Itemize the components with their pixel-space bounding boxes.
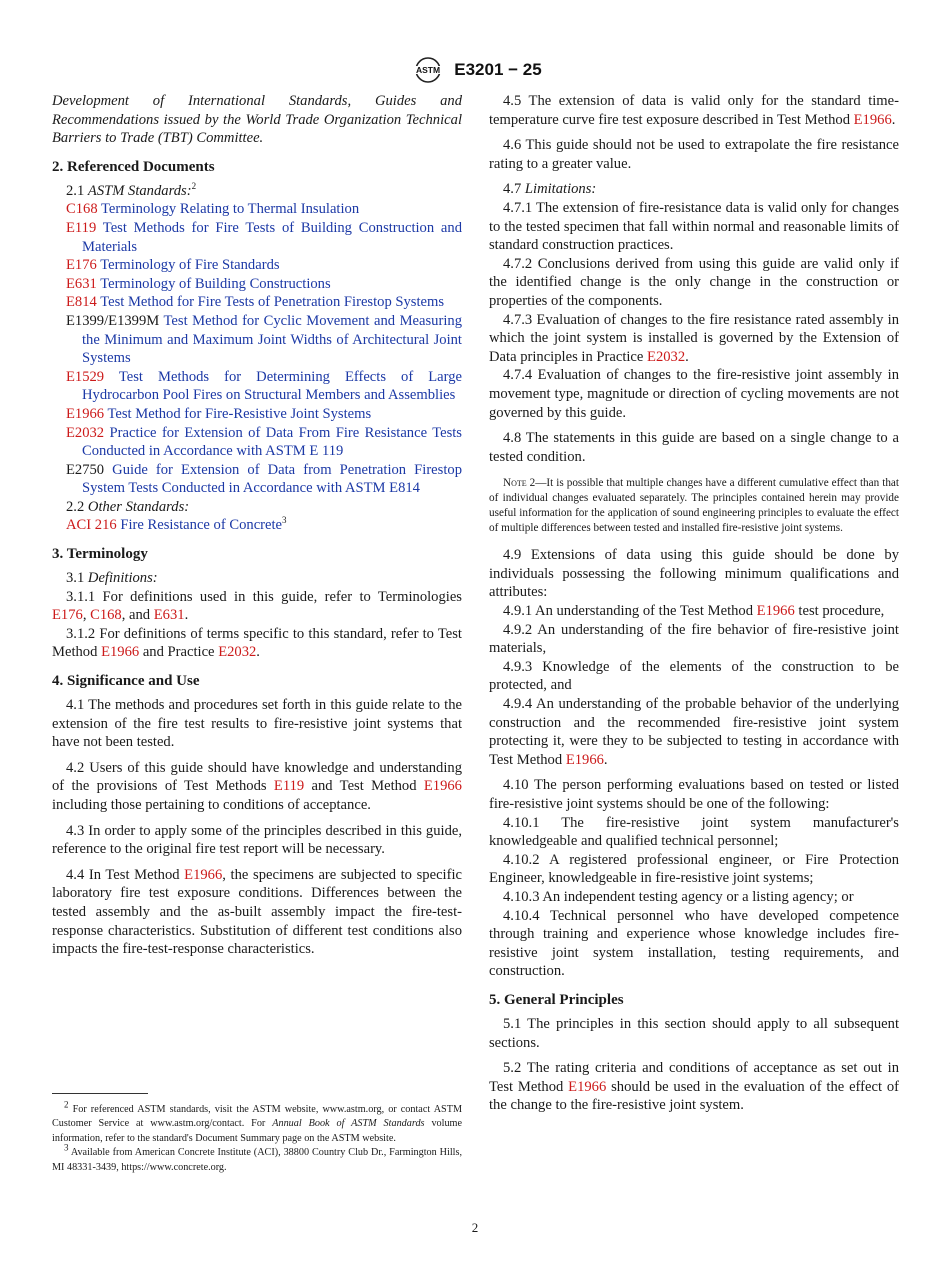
paragraph-4-10: 4.10 The person performing evaluations based on tested or listed fire-resistive joint systems should be one of the following:: [489, 777, 899, 812]
reference-item[interactable]: E2032 Practice for Extension of Data From Fire Resistance Tests Conducted in Accordance with ASTM E 119: [66, 424, 462, 460]
other-standards-label: 2.2 Other Standards:: [66, 498, 190, 515]
link-e1966[interactable]: E1966: [101, 644, 140, 661]
astm-logo-text: ASTM: [416, 65, 441, 75]
paragraph-3-1-2: 3.1.2 For definitions of terms specific to this standard, refer to Test Method E1966 and Practice E2032.: [52, 625, 462, 661]
link-e1966[interactable]: E1966: [568, 1078, 607, 1095]
section-5-heading: 5. General Principles: [489, 991, 624, 1008]
footnote-3: $^3$ Available from American Concrete Institute (ACI), 38800 Country Club Dr., Farmington Hills, MI 48331-3439, https://www.concrete.org.: [52, 1142, 462, 1173]
paragraph-4-9-3: 4.9.3 Knowledge of the elements of the construction to be protected, and: [489, 658, 899, 694]
paragraph-4-6: 4.6 This guide should not be used to extrapolate the fire resistance rating to a greater value.: [489, 137, 899, 172]
reference-item[interactable]: E814 Test Method for Fire Tests of Penetration Firestop Systems: [66, 294, 445, 311]
reference-item[interactable]: E1529 Test Methods for Determining Effects of Large Hydrocarbon Pool Fires on Structural Members and Assemblies: [66, 368, 462, 404]
link-c168[interactable]: C168: [90, 607, 122, 624]
paragraph-4-9-4: 4.9.4 An understanding of the probable behavior of the underlying construction and the recommended fire-resistive joint system protecting it, were they to be subjected to testing in accordance with Test Method E1966.: [489, 696, 899, 768]
designation: E3201 − 25: [454, 60, 542, 79]
definitions-label: 3.1 Definitions:: [66, 570, 158, 587]
page-header: [0, 56, 950, 84]
reference-item[interactable]: E1399/E1399M Test Method for Cyclic Movement and Measuring the Minimum and Maximum Joint Widths of Architectural Joint Systems: [66, 312, 462, 367]
link-e1966[interactable]: E1966: [853, 111, 892, 128]
footnote-2: $^2$ For referenced ASTM standards, visit the ASTM website, www.astm.org, or contact ASTM Customer Service at www.astm.org/contact. For Annual Book of ASTM Standards volume information, refer to the standard's Document Summary page on the ASTM website.: [52, 1099, 463, 1144]
paragraph-4-2: 4.2 Users of this guide should have knowledge and understanding of the provisions of Test Methods E119 and Test Method E1966 including those pertaining to conditions of acceptance.: [52, 759, 462, 813]
paragraph-4-5: 4.5 The extension of data is valid only for the standard time-temperature curve fire test exposure described in Test Method E1966.: [489, 93, 899, 128]
paragraph-4-8: 4.8 The statements in this guide are based on a single change to a tested condition.: [489, 430, 899, 465]
link-e2032[interactable]: E2032: [218, 644, 257, 661]
paragraph-4-10-3: 4.10.3 An independent testing agency or a listing agency; or: [503, 888, 854, 905]
link-e1966[interactable]: E1966: [423, 778, 462, 795]
link-e1966[interactable]: E1966: [184, 866, 223, 883]
paragraph-4-7-1: 4.7.1 The extension of fire-resistance data is valid only for changes to the tested specimen that fall within normal and reasonable limits of standard construction practices.: [489, 199, 899, 254]
right-column: [489, 92, 899, 1115]
reference-item[interactable]: E2750 Guide for Extension of Data from Penetration Firestop System Tests Conducted in Accordance with ASTM E814: [66, 461, 462, 497]
limitations-label: 4.7 Limitations:: [503, 181, 597, 198]
paragraph-4-10-2: 4.10.2 A registered professional engineer, or Fire Protection Engineer, knowledgeable in fire-resistive joint systems;: [489, 851, 899, 887]
link-e119[interactable]: E119: [273, 778, 305, 795]
paragraph-4-9-2: 4.9.2 An understanding of the fire behavior of fire-resistive joint materials,: [489, 621, 899, 657]
astm-standards-label: 2.1 ASTM Standards:$^2$: [66, 180, 197, 199]
footnotes: [52, 1099, 463, 1175]
link-e176[interactable]: E176: [52, 607, 83, 624]
reference-item[interactable]: E1966 Test Method for Fire-Resistive Joint Systems: [66, 405, 372, 422]
paragraph-4-10-1: 4.10.1 The fire-resistive joint system manufacturer's knowledgeable and qualified technical personnel;: [489, 814, 899, 850]
paragraph-4-9-1: 4.9.1 An understanding of the Test Method E1966 test procedure,: [503, 603, 885, 620]
reference-list: [52, 200, 462, 498]
reference-item[interactable]: C168 Terminology Relating to Thermal Insulation: [66, 201, 360, 218]
paragraph-4-3: 4.3 In order to apply some of the principles described in this guide, reference to the original fire test report will be necessary.: [52, 822, 462, 858]
link-e1966[interactable]: E1966: [756, 603, 795, 620]
left-column: [52, 92, 462, 959]
reference-item-aci[interactable]: ACI 216 Fire Resistance of Concrete$^3$: [66, 515, 287, 534]
paragraph-5-1: 5.1 The principles in this section should apply to all subsequent sections.: [489, 1015, 899, 1051]
astm-logo-icon: [408, 56, 448, 84]
reference-item[interactable]: E631 Terminology of Building Constructions: [66, 275, 331, 292]
reference-item[interactable]: E119 Test Methods for Fire Tests of Building Construction and Materials: [66, 219, 462, 255]
paragraph-4-7-3: 4.7.3 Evaluation of changes to the fire resistance rated assembly in which the joint system is installed is governed by the Extension of Data principles in Practice E2032.: [489, 311, 899, 365]
page-number: 2: [471, 1220, 479, 1235]
paragraph-5-2: 5.2 The rating criteria and conditions of acceptance as set out in Test Method E1966 should be used in the evaluation of the effect of the change to the fire-resistive joint system.: [489, 1060, 899, 1114]
link-e631[interactable]: E631: [153, 607, 185, 624]
paragraph-4-7-2: 4.7.2 Conclusions derived from using this guide are valid only if the identified change is the only change in the construction or properties of the components.: [489, 255, 899, 309]
section-4-heading: 4. Significance and Use: [52, 673, 200, 690]
paragraph-4-1: 4.1 The methods and procedures set forth in this guide relate to the extension of the fire test results to fire-resistive joint systems that have not been tested.: [52, 697, 462, 751]
section-2-heading: 2. Referenced Documents: [52, 158, 215, 175]
paragraph-3-1-1: 3.1.1 For definitions used in this guide, refer to Terminologies E176, C168, and E631.: [52, 588, 462, 624]
section-3-heading: 3. Terminology: [52, 546, 148, 563]
paragraph-4-4: 4.4 In Test Method E1966, the specimens are subjected to specific laboratory fire test exposure conditions. Differences between the tested assembly and the as-built assembly impact the fire-test-response characteristics. Substitution of different test conditions also impacts the fire-test-response characteristics.: [52, 866, 462, 958]
link-e2032[interactable]: E2032: [647, 348, 686, 365]
link-e1966[interactable]: E1966: [565, 751, 604, 768]
intro-paragraph: Development of International Standards, Guides and Recommendations issued by the World Trade Organization Technical Barriers to Trade (TBT) Committee.: [52, 93, 462, 147]
paragraph-4-7-4: 4.7.4 Evaluation of changes to the fire-resistive joint assembly in movement type, magnitude or direction of cycling movements are not governed by this guide.: [489, 367, 899, 421]
paragraph-4-10-4: 4.10.4 Technical personnel who have developed competence through training and experience whose knowledge includes fire-resistive joint system installation, testing requirements, and construction.: [489, 907, 899, 980]
note-2: Note 2—It is possible that multiple changes have a different cumulative effect than that of individual changes evaluated separately. The principles contained herein may provide useful information for the application of sound engineering principles to evaluate the effect of multiple differences between tested and installed fire-resistive joint systems.: [489, 477, 899, 535]
footnote-divider: [52, 1093, 148, 1094]
reference-item[interactable]: E176 Terminology of Fire Standards: [66, 257, 280, 274]
paragraph-4-9: 4.9 Extensions of data using this guide should be done by individuals possessing the following minimum qualifications and attributes:: [489, 547, 899, 601]
